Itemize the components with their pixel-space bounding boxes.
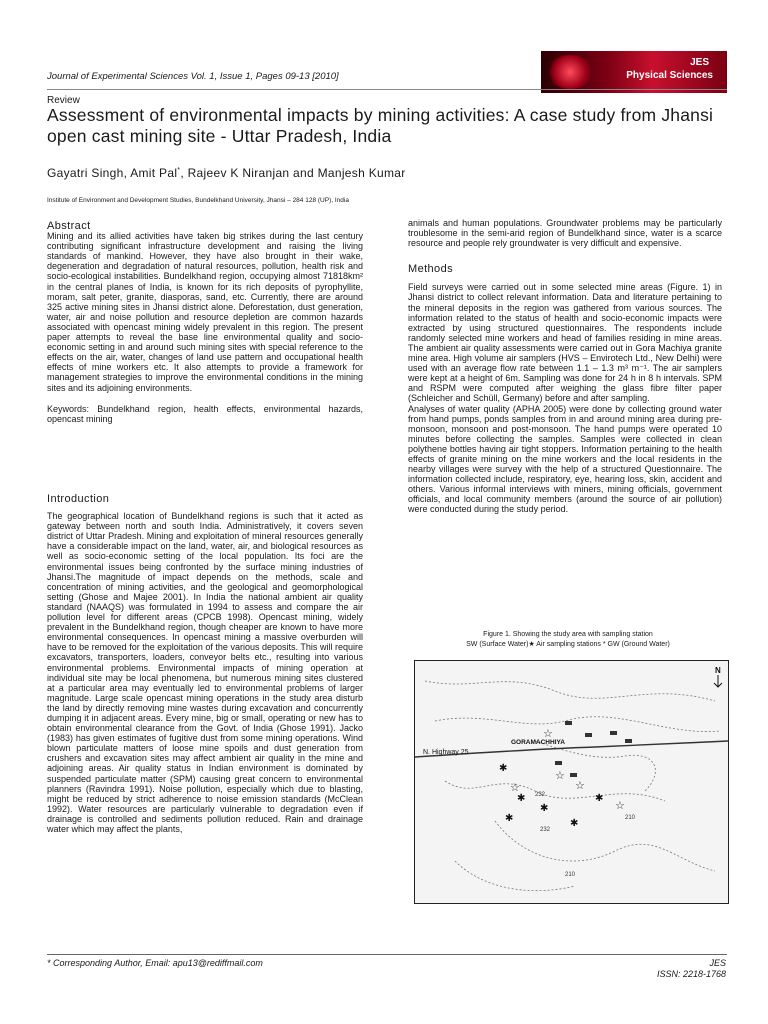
study-area-map: [414, 660, 729, 904]
spot-height-label: 210: [625, 815, 636, 821]
footer-issn: ISSN: 2218-1768: [656, 969, 726, 979]
surface-water-marker: [625, 739, 632, 743]
contour-line: [495, 821, 715, 871]
journal-citation: Journal of Experimental Sciences Vol. 1, Issue 1, Pages 09-13 [2010]: [47, 71, 339, 82]
north-label: N: [715, 666, 721, 675]
contour-line: [445, 781, 665, 801]
air-station-icon: ☆: [510, 781, 520, 794]
affiliation: Institute of Environment and Development Studies, Bundelkhand University, Jhansi – 284 128 (UP), India: [47, 197, 349, 204]
map-drawing: [415, 661, 728, 903]
banner-title: JES: [690, 57, 709, 68]
spot-height-label: 210: [565, 872, 576, 878]
groundwater-icon: ✱: [505, 813, 514, 824]
air-station-icon: ☆: [615, 799, 625, 812]
spot-height-label: 232: [535, 792, 546, 798]
surface-water-marker: [565, 721, 572, 725]
groundwater-icon: ✱: [540, 803, 549, 814]
methods-heading: Methods: [408, 263, 453, 276]
authors-first: Gayatri Singh, Amit Pal: [47, 166, 178, 180]
article-type: Review: [47, 95, 80, 106]
abstract-text: Mining and its allied activities have taken big strikes during the last century contributing significant infrastructure development and raising the living standards of mankind. However, they have also brought in their wake, degeneration and degradation of natural resources, pollution, health risk and socio-ecological instabilities. Bundelkhand region, occupying almost 71818km² in the central planes of India, is known for its rich deposits of pyrophyllite, moram, salt peter, granite, diasporas, sand, etc. Currently, there are around 325 active mining sites in Jhansi district alone. Deforestation, dust generation, water, air and noise pollution and resource depletion are common hazards associated with opencast mining widely prevalent in this region. The present paper attempts to reveal the base line environmental quality and socio-economic setting in and around such mining sites with special reference to the effects on the air, water, changes of land use pattern and occupational health effects of mine workers etc. It also attempts to provide a framework for management strategies to improve the environmental conditions in the mining sites and its adjoining environments.: [47, 231, 363, 393]
footer-journal: JES: [709, 958, 726, 968]
surface-water-marker: [555, 761, 562, 765]
groundwater-icon: ✱: [570, 818, 579, 829]
right-column: [408, 218, 722, 515]
groundwater-icon: ✱: [517, 793, 526, 804]
spot-height-label: 232: [540, 827, 551, 833]
surface-water-marker: [585, 733, 592, 737]
contour-line: [455, 861, 575, 891]
methods-paragraph-1: Field surveys were carried out in some selected mine areas (Figure. 1) in Jhansi district to collect relevant information. Data and literature pertaining to the mineral deposits in the region was gathered from various sources. The information related to the status of health and socio-economic impacts were extracted by using structured questionnaires. The respondents include randomly selected mine workers and head of families residing in mine areas. The ambient air quality assessments were carried out in Gora Machiya granite mine area. High volume air samplers (HVS – Envirotech Ltd., New Delhi) were used with an average flow rate between 1.1 – 1.3 m³ m⁻¹. The air samplers were kept at a height of 6m. Sampling was done for 24 h in 8 h intervals. SPM and RSPM were computed after weighing the glass fibre filter paper (Schleicher and Schüll, Germany) before and after sampling.: [408, 282, 722, 404]
contour-line: [425, 681, 715, 701]
footer-rule: [47, 954, 727, 955]
author-list: [47, 166, 406, 180]
keywords: Keywords: Bundelkhand region, health effects, environmental hazards, opencast mining: [47, 403, 363, 424]
corresponding-author-note: * Corresponding Author, Email: apu13@rediffmail.com: [47, 958, 263, 968]
north-arrow-icon: [714, 675, 722, 687]
air-station-icon: ☆: [543, 727, 553, 740]
groundwater-icon: ✱: [595, 793, 604, 804]
groundwater-icon: ✱: [499, 763, 508, 774]
air-station-icon: ☆: [575, 779, 585, 792]
corresponding-mark: *: [177, 167, 181, 174]
methods-paragraph-2: Analyses of water quality (APHA 2005) were done by collecting ground water from hand pumps, ponds samples from in and around mining area during pre-monsoon, monsoon and post-monsoon. The hand pumps were operated 10 minutes before collecting the samples. Samples were collected in clean polythene bottles having air tight stoppers. Information pertaining to the health effects of granite mining on the mine workers and the local residents in the nearby villages were survey with the help of a structured Questionnaire. The information collected include, respiratory, eye, hearing loss, skin, accident and others. Various informal interviews with miners, mining officials, government officials, and local community members (around the source of air pollution) were conducted during the study period.: [408, 403, 722, 515]
banner-subtitle: Physical Sciences: [626, 70, 713, 81]
figure-legend: SW (Surface Water)★ Air sampling stations * GW (Ground Water): [466, 641, 670, 648]
abstract-section: [47, 221, 363, 424]
continuation-text: animals and human populations. Groundwater problems may be particularly troublesome in the semi-arid region of Bundelkhand since, water is a scarce resource and people rely groundwater is very difficult and expensive.: [408, 218, 722, 249]
authors-rest: , Rajeev K Niranjan and Manjesh Kumar: [180, 166, 406, 180]
header-rule: [47, 89, 727, 90]
village-label: GORAMACHHIYA: [511, 739, 565, 746]
surface-water-marker: [570, 773, 577, 777]
air-station-icon: ☆: [555, 769, 565, 782]
introduction-heading: Introduction: [47, 493, 110, 505]
surface-water-marker: [610, 731, 617, 735]
introduction-text: The geographical location of Bundelkhand regions is such that it acted as gateway between north and south India. Administratively, it covers seven district of Uttar Pradesh. Mining and exploitation of mineral resources generally have a considerable impact on the land, water, air, and biological resources as well as socio-economic setting of the local population. Its foci are the environmental issues being confronted by the surface mining industries of Jhansi.The magnitude of impact depends on the methods, scale and concentration of mining activities, and the geological and geomorphological setting (Ghose and Majee 2001). In India the national ambient air quality standard (NAAQS) was formulated in 1994 to assess and compare the air pollution level for different areas (CPCB 1998). Opencast mining, widely prevalent in the Bundelkhand region, though cheaper are known to have more environmental consequences. In opencast mining a massive overburden will have to be removed for the exploitation of the various deposits. This will require excavators, transporters, loaders, conveyor belts etc., resulting into various environmental problems. Environmental impacts of mining operation at individual site may be local phenomena, but numerous mining sites clustered at a particular area may eventually led to environmental problems of larger magnitude. Large scale opencast mining operations in the study area disturb the land by directly removing mine wastes during excavation and concurrently dumping it in adjacent areas. Every mine, big or small, operating or new has to obtain environmental clearance from the Govt. of India (Ghose 1991). Jacko (1983) has given estimates of fugitive dust from some mining operations. Wind blown particulate matters of loose mine spoils and dust generation from crushers and excavation sites may affect ambient air quality in the mine and adjoining areas. Air quality status in Indian environment is dominated by suspended particulate matter (SPM) causing great concern to environmental planners (Ravindra 1991). Noise pollution, especially which due to blasting, might be reduced by strict adherence to noise emission standards (McClean 1992). Water resources are particularly vulnerable to degradation even if drainage is controlled and sediments pollution reduced. Rain and drainage water which may affect the plants,: [47, 511, 363, 834]
journal-banner: [541, 51, 727, 93]
introduction-section: [47, 494, 363, 834]
article-title: Assessment of environmental impacts by mining activities: A case study from Jhansi open cast mining site - Uttar Pradesh, India: [47, 105, 714, 146]
contour-line: [435, 717, 720, 732]
road-label: N. Highway 25: [423, 749, 469, 756]
abstract-heading: Abstract: [47, 220, 91, 232]
figure-caption: Figure 1. Showing the study area with sampling station: [483, 631, 653, 638]
banner-glow-decoration: [547, 55, 593, 89]
